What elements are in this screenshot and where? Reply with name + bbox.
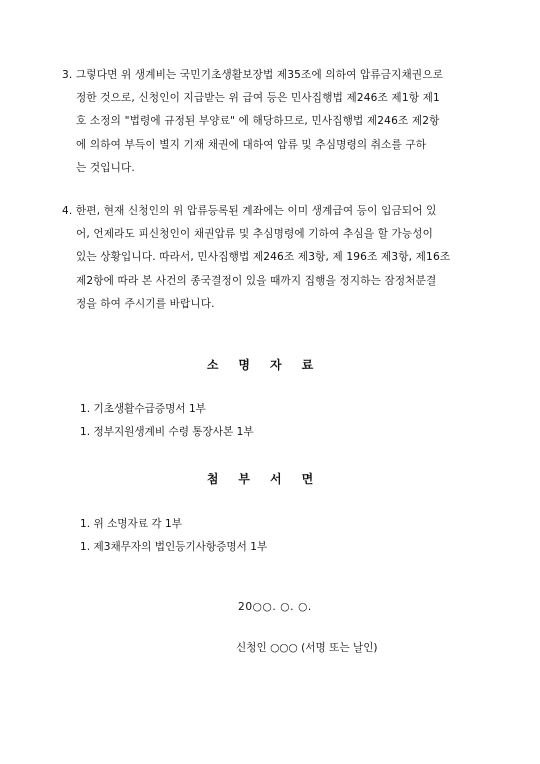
paragraph-line: 3. 그렇다면 위 생계비는 국민기초생활보장법 제35조에 의하여 압류금지채권으로 [62, 69, 444, 81]
list-item: 1. 위 소명자료 각 1부 [80, 518, 182, 530]
filing-date: 20○○. ○. ○. [238, 601, 312, 613]
paragraph-line: 호 소정의 "법령에 규정된 부양료" 에 해당하므로, 민사집행법 제246조 제2항 [76, 115, 440, 128]
attachments-heading: 첨부서면 [206, 472, 334, 486]
paragraph-line: 제2항에 따라 본 사건의 종국결정이 있을 때까지 집행을 정지하는 잠정처분결 [76, 274, 437, 287]
evidence-list [80, 398, 254, 444]
evidence-heading: 소명자료 [206, 358, 334, 372]
paragraph-line: 는 것입니다. [76, 161, 135, 174]
paragraph-line: 어, 언제라도 피신청인이 채권압류 및 추심명령에 기하여 추심을 할 가능성이 [76, 228, 434, 241]
applicant-signature: 신청인 ○○○ (서명 또는 날인) [236, 642, 378, 654]
paragraph-4 [62, 200, 482, 316]
paragraph-line: 에 의하여 부득이 별지 기재 채권에 대하여 압류 및 추심명령의 취소를 구하 [76, 138, 427, 151]
list-item: 1. 제3채무자의 법인등기사항증명서 1부 [80, 541, 268, 553]
paragraph-3 [62, 64, 482, 180]
list-item: 1. 기초생활수급증명서 1부 [80, 403, 206, 415]
paragraph-line: 정을 하여 주시기를 바랍니다. [76, 297, 215, 310]
paragraph-line: 정한 것으로, 신청인이 지급받는 위 급여 등은 민사집행법 제246조 제1항 제1 [76, 92, 440, 105]
list-item: 1. 정부지원생계비 수령 통장사본 1부 [80, 426, 254, 438]
paragraph-line: 있는 상황입니다. 따라서, 민사집행법 제246조 제3항, 제 196조 제3항, 제16조 [76, 251, 451, 264]
attachments-list [80, 513, 267, 559]
paragraph-line: 4. 한편, 현재 신청인의 위 압류등록된 계좌에는 이미 생계급여 등이 입금되어 있 [62, 205, 437, 217]
